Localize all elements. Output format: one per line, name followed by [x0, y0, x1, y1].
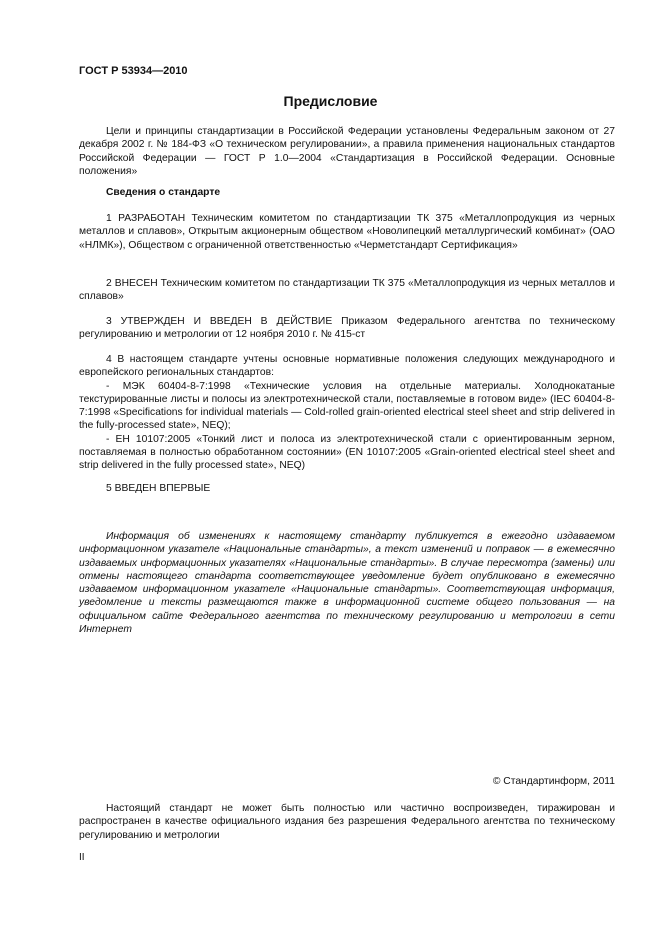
intro-paragraph: Цели и принципы стандартизации в Российской Федерации установлены Федеральным законом от 27 декабря 2002 г. № 184-ФЗ «О техническом регулировании», а правила применения национальных стандартов Российской Федерации — ГОСТ Р 1.0—2004 «Стандартизация в Российской Федерации. Основные положения»	[79, 126, 615, 177]
legal-block	[79, 802, 615, 842]
item-5-block	[79, 482, 615, 495]
item-5: 5 ВВЕДЕН ВПЕРВЫЕ	[106, 483, 211, 494]
intro-block	[79, 125, 615, 178]
page-number: II	[79, 852, 85, 863]
item-1: 1 РАЗРАБОТАН Техническим комитетом по стандартизации ТК 375 «Металлопродукция из черных металлов и сплавов», Открытым акционерным обществом «Новолипецкий металлургический комбинат» (ОАО «НЛМК»), Обществом с ограниченной ответственностью «Черметстандарт Сертификация»	[79, 213, 615, 251]
item-4: 4 В настоящем стандарте учтены основные нормативные положения следующих международного и европейского региональных стандартов:	[79, 354, 615, 379]
legal-paragraph: Настоящий стандарт не может быть полностью или частично воспроизведен, тиражирован и распространен в качестве официального издания без разрешения Федерального агентства по техническому регулированию и метрологии	[79, 803, 615, 841]
item-2: 2 ВНЕСЕН Техническим комитетом по стандартизации ТК 375 «Металлопродукция из черных металлов и сплавов»	[79, 278, 615, 303]
page-title: Предисловие	[283, 93, 378, 109]
item-2-block	[79, 277, 615, 304]
item-4-subitem-a: - МЭК 60404-8-7:1998 «Технические условия на отдельные материалы. Холоднокатаные текстурированные листы и полосы из электротехнической стали, поставляемые в готовом виде» (IEC 60404-8-7:1998 «Specifications for individual materials — Cold-rolled grain-oriented electrical steel sheet and strip delivered in the fully-processed state», NEQ);	[79, 380, 615, 432]
item-4-block	[79, 353, 615, 473]
notice-paragraph: Информация об изменениях к настоящему стандарту публикуется в ежегодно издаваемом информационном указателе «Национальные стандарты», а текст изменений и поправок — в ежемесячно издаваемых информационных указателях «Национальные стандарты». В случае пересмотра (замены) или отмены настоящего стандарта соответствующее уведомление будет опубликовано в ежемесячно издаваемом информационном указателе «Национальные стандарты». Соответствующая информация, уведомление и тексты размещаются также в информационной системе общего пользования — на официальном сайте Федерального агентства по техническому регулированию и метрологии в сети Интернет	[79, 531, 615, 636]
item-1-block	[79, 212, 615, 252]
copyright-line: © Стандартинформ, 2011	[492, 776, 615, 787]
item-3-block	[79, 315, 615, 342]
standard-number: ГОСТ Р 53934—2010	[79, 65, 188, 77]
item-3: 3 УТВЕРЖДЕН И ВВЕДЕН В ДЕЙСТВИЕ Приказом Федерального агентства по техническому регулированию и метрологии от 12 ноября 2010 г. № 415-ст	[79, 316, 615, 341]
notice-block	[79, 530, 615, 636]
info-heading: Сведения о стандарте	[106, 187, 221, 198]
item-4-subitem-b: - ЕН 10107:2005 «Тонкий лист и полоса из электротехнической стали с ориентированным зерном, поставляемая в полностью обработанном состоянии» (EN 10107:2005 «Grain-oriented electrical steel sheet and strip delivered in the fully processed state», NEQ)	[79, 433, 615, 472]
